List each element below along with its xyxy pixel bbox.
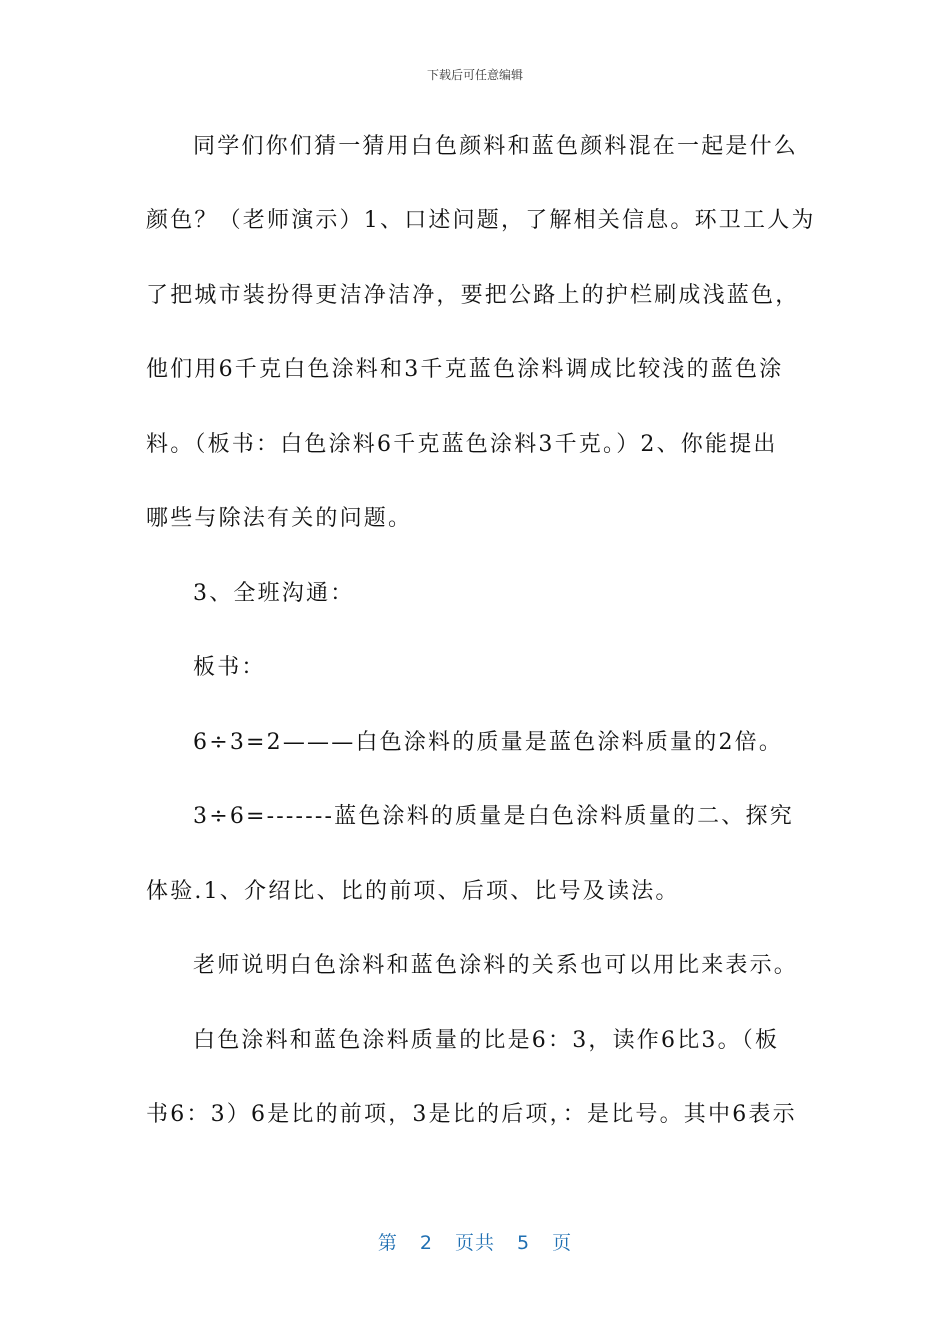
text-line: 同学们你们猜一猜用白色颜料和蓝色颜料混在一起是什么 xyxy=(193,134,799,159)
text-line: 3、全班沟通： xyxy=(193,581,355,606)
text-line: 书6：3）6是比的前项，3是比的后项，：是比号。其中6表示 xyxy=(146,1102,797,1127)
page-header: 下载后可任意编辑 xyxy=(426,68,523,82)
text-line: 6÷3=2———白色涂料的质量是蓝色涂料质量的2倍。 xyxy=(193,730,784,755)
text-line: 体验.1、介绍比、比的前项、后项、比号及读法。 xyxy=(146,879,680,904)
text-line: 老师说明白色涂料和蓝色涂料的关系也可以用比来表示。 xyxy=(193,953,799,978)
page-footer xyxy=(0,1228,950,1255)
footer-page-word: 页共 xyxy=(454,1232,495,1254)
footer-total-pages: 5 xyxy=(517,1232,531,1254)
text-line: 他们用6千克白色涂料和3千克蓝色涂料调成比较浅的蓝色涂 xyxy=(146,357,784,382)
text-line: 了把城市装扮得更洁净洁净，要把公路上的护栏刷成浅蓝色， xyxy=(146,283,800,308)
text-line: 颜色？（老师演示）1、口述问题，了解相关信息。环卫工人为 xyxy=(146,208,816,233)
text-line: 白色涂料和蓝色涂料质量的比是6：3，读作6比3。（板 xyxy=(193,1028,780,1053)
footer-page-label: 第 xyxy=(377,1232,398,1254)
text-line: 3÷6=-------蓝色涂料的质量是白色涂料质量的二、探究 xyxy=(193,804,794,829)
text-line: 哪些与除法有关的问题。 xyxy=(146,506,413,531)
footer-page-suffix: 页 xyxy=(552,1232,573,1254)
footer-page-number: 2 xyxy=(419,1232,433,1254)
text-line: 板书： xyxy=(193,655,266,680)
text-line: 料。（板书：白色涂料6千克蓝色涂料3千克。）2、你能提出 xyxy=(146,432,778,457)
